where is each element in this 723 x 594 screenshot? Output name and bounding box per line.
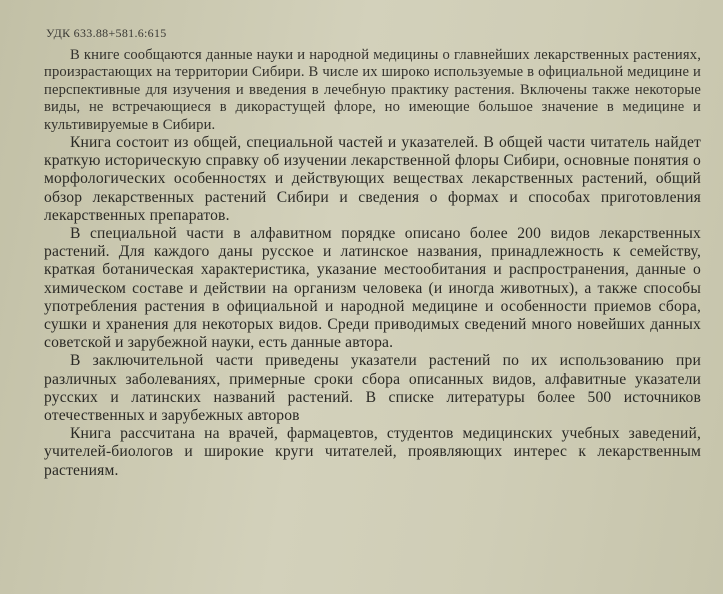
paragraph-structure: Книга состоит из общей, специальной частей и указателей. В общей части читатель найдет краткую историческую справку об изучении лекарственной флоры Сибири, основные понятия о морфологических особенностях и действующих веществах лекарственных растений, общий обзор лекарственных растений Сибири и сведения о формах и способах приготовления лекарственных препаратов.	[44, 134, 701, 224]
udk-code: УДК 633.88+581.6:615	[46, 26, 167, 40]
paragraph-special-part: В специальной части в алфавитном порядке описано более 200 видов лекарственных растений. Для каждого даны русское и латинское названия, принадлежность к семейству, краткая ботаническая характеристика, указание местообитания и распространения, данные о химическом составе и действии на организм человека (и иногда животных), а также способы употребления растения в официальной и народной медицине и особенности приемов сбора, сушки и хранения для некоторых видов. Среди приводимых сведений много новейших данных советской и зарубежной науки, есть данные автора.	[44, 225, 701, 352]
paragraph-intro: В книге сообщаются данные науки и народной медицины о главнейших лекарственных растениях, произрастающих на территории Сибири. В числе их широко используемые в официальной медицине и перспективные для изучения и введения в лечебную практику растения. Включены также некоторые виды, не встречающиеся в дикорастущей флоре, но имеющие большое значение в медицине и культивируемые в Сибири.	[44, 47, 701, 133]
paragraph-audience: Книга рассчитана на врачей, фармацевтов, студентов медицинских учебных заведений, учителей-биологов и широкие круги читателей, проявляющих интерес к лекарственным растениям.	[44, 425, 701, 479]
paragraph-final-part: В заключительной части приведены указатели растений по их использованию при различных заболеваниях, примерные сроки сбора описанных видов, алфавитные указатели русских и латинских названий растений. В списке литературы более 500 источников отечественных и зарубежных авторов	[44, 352, 701, 425]
